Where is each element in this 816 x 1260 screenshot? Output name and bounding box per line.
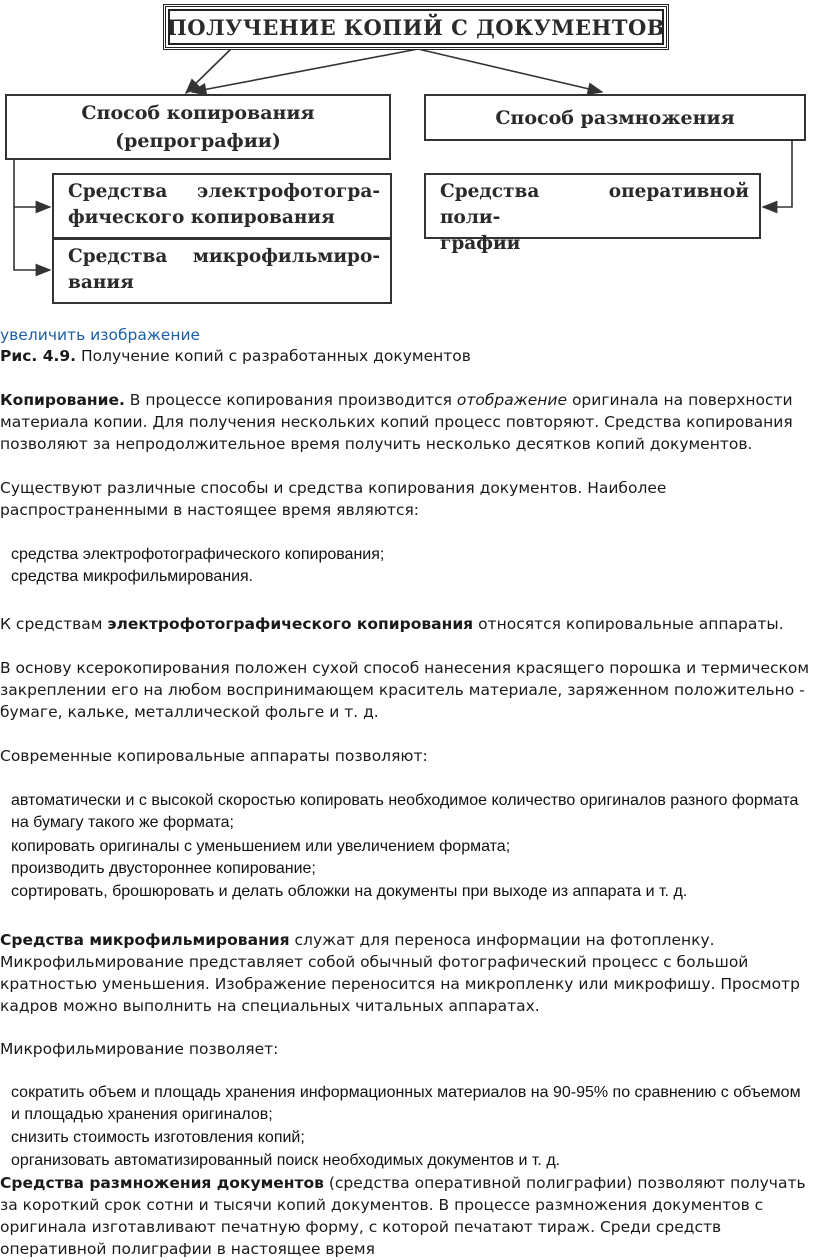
p6-text: служат для переноса информации на фотопленку. Микрофильмирование представляет собой обычный фотографический процесс с большой кратностью уменьшения. Изображение переносится на микропленку или микрофишу. Просмотр кадров можно выполнить на специальных читальных аппаратах.	[0, 931, 800, 1015]
diagram-title: ПОЛУЧЕНИЕ КОПИЙ С ДОКУМЕНТОВ	[163, 4, 669, 50]
list-item: организовать автоматизированный поиск необходимых документов и т. д.	[11, 1152, 561, 1169]
paragraph-electro	[0, 613, 816, 635]
reprography-line1: Способ копирования	[81, 102, 315, 124]
paragraph-microfilm-allows: Микрофильмирование позволяет:	[0, 1040, 279, 1058]
electrophoto-means-box	[52, 173, 392, 239]
p8-text: (средства оперативной полиграфии) позволяют получать за короткий срок сотни и тысячи копий документов. В процессе размножения документов с оригинала изготавливают печатную форму, с которой печатают тираж. Среди средств оперативной полиграфии в настоящее время	[0, 1174, 806, 1258]
figure-caption	[0, 345, 816, 367]
paragraph-microfilm	[0, 929, 816, 1017]
p3-text-a: К средствам	[0, 615, 108, 633]
p3-text-b: относятся копировальные аппараты.	[473, 615, 784, 633]
list-item: производить двустороннее копирование;	[11, 860, 316, 877]
reprography-method-box	[5, 94, 391, 160]
list-item: средства электрофотографического копирования;	[11, 546, 385, 563]
list-item: автоматически и с высокой скоростью копировать необходимое количество оригиналов разного формата на бумагу такого же формата;	[11, 792, 799, 831]
p8-bold: Средства размножения документов	[0, 1174, 324, 1192]
microfilm-line1: Средства микрофильмиро-	[68, 246, 380, 267]
caption-label: Рис. 4.9.	[0, 347, 77, 365]
list-item: сократить объем и площадь хранения информационных материалов на 90-95% по сравнению с объемом и площадью хранения оригиналов;	[11, 1084, 801, 1123]
p6-bold: Средства микрофильмирования	[0, 931, 290, 949]
copying-heading: Копирование.	[0, 391, 125, 409]
enlarge-image-link[interactable]: увеличить изображение	[0, 326, 201, 344]
electro-line1: Средства электрофотогра-	[68, 181, 380, 202]
multiplication-label: Способ размножения	[495, 106, 735, 129]
operative-line2: графии	[440, 233, 521, 254]
paragraph-methods: Существуют различные способы и средства копирования документов. Наиболее распространенными в настоящее время являются:	[0, 479, 667, 519]
list-item: копировать оригиналы с уменьшением или увеличением формата;	[11, 838, 511, 855]
caption-text: Получение копий с разработанных документов	[76, 347, 471, 365]
paragraph-multiplication	[0, 1172, 816, 1260]
operative-line1: Средства оперативной поли-	[440, 181, 749, 228]
diagram-copying-methods	[0, 0, 816, 315]
p1-text-b: оригинала на поверхности материала копии. Для получения нескольких копий процесс повторяют. Средства копирования позволяют за непродолжительное время получить несколько десятков копий документов.	[0, 391, 793, 453]
paragraph-xerography: В основу ксерокопирования положен сухой способ нанесения красящего порошка и термическом закреплении его на любом воспринимающем краситель материале, заряженном положительно - бумаге, кальке, металлической фольге и т. д.	[0, 659, 810, 721]
paragraph-copying	[0, 389, 816, 455]
list-item: сортировать, брошюровать и делать обложки на документы при выходе из аппарата и т. д.	[11, 883, 688, 900]
operative-printing-means-box	[424, 173, 761, 254]
p1-italic: отображение	[456, 391, 568, 409]
microfilm-line2: вания	[68, 272, 134, 293]
list-item: снизить стоимость изготовления копий;	[11, 1129, 305, 1146]
multiplication-method-box	[424, 94, 806, 141]
paragraph-copiers: Современные копировальные аппараты позволяют:	[0, 747, 428, 765]
electro-line2: фического копирования	[68, 207, 335, 228]
microfilm-means-box	[52, 238, 392, 304]
p1-text-a: В процессе копирования производится	[124, 391, 457, 409]
reprography-line2: (репрографии)	[115, 130, 281, 152]
p3-bold: электрофотографического копирования	[107, 615, 474, 633]
list-item: средства микрофильмирования.	[11, 568, 254, 585]
